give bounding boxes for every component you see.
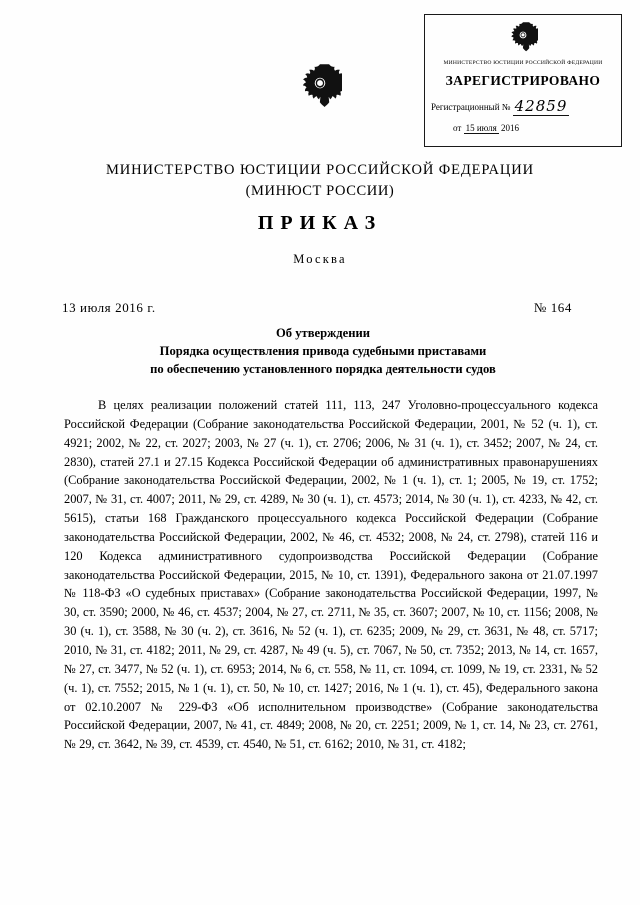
document-type-title: ПРИКАЗ bbox=[257, 212, 383, 234]
stamp-date-day: 15 июля bbox=[465, 123, 497, 133]
subject-line-3: по обеспечению установленного порядка деятельности судов bbox=[150, 361, 496, 376]
subject-line-1: Об утверждении bbox=[276, 326, 370, 340]
stamp-organization: МИНИСТЕРСТВО ЮСТИЦИИ РОССИЙСКОЙ ФЕДЕРАЦИИ bbox=[443, 60, 603, 66]
stamp-date-label: от bbox=[453, 123, 462, 133]
stamp-date-year: 16 bbox=[510, 123, 520, 133]
ministry-heading bbox=[0, 160, 640, 202]
stamp-registration-label: Регистрационный № bbox=[431, 102, 511, 112]
stamp-date-row bbox=[431, 123, 615, 134]
stamp-date-year-prefix: 20 bbox=[501, 123, 511, 133]
document-subject bbox=[46, 325, 600, 379]
document-number: № 164 bbox=[533, 300, 572, 315]
ministry-short-name: (МИНЮСТ РОССИИ) bbox=[245, 183, 395, 200]
document-date: 13 июля 2016 г. bbox=[62, 300, 156, 315]
ministry-name: МИНИСТЕРСТВО ЮСТИЦИИ РОССИЙСКОЙ ФЕДЕРАЦИИ bbox=[106, 162, 534, 178]
document-meta-line bbox=[62, 300, 602, 316]
stamp-coat-of-arms-icon bbox=[431, 20, 615, 58]
coat-of-arms-icon bbox=[0, 60, 640, 117]
stamp-registration-number: 42859 bbox=[514, 97, 568, 115]
body-paragraph-1: В целях реализации положений статей 111, 113, 247 Уголовно-процессуального кодекса Российской Федерации (Собрание законодательства Российской Федерации, 2001, № 52 (ч. 1), ст. 4921; 2002, № 22, ст. 2027; 2003, № 27 (ч. 1), ст. 2706; 2006, № 31 (ч. 1), ст. 3452; 2007, № 24, ст. 2830), статей 27.1 и 27.15 Кодекса Российской Федерации об административных правонарушениях (Собрание законодательства Российской Федерации, 2002, № 1 (ч. 1), ст. 1; 2005, № 19, ст. 1752; 2007, № 31, ст. 4007; 2011, № 29, ст. 4289, № 30 (ч. 1), ст. 4573; 2014, № 30 (ч. 1), ст. 4233, № 42, ст. 5615), статьи 168 Гражданского процессуального кодекса Российской Федерации (Собрание законодательства Российской Федерации, 2002, № 46, ст. 4532; 2008, № 24, ст. 2798), статей 116 и 120 Кодекса административного судопроизводства Российской Федерации (Собрание законодательства Российской Федерации, 2015, № 10, ст. 1391), Федерального закона от 21.07.1997 № 118-ФЗ «О судебных приставах» (Собрание законодательства Российской Федерации, 1997, № 30, ст. 3590; 2000, № 46, ст. 4537; 2004, № 27, ст. 2711, № 35, ст. 3607; 2007, № 10, ст. 1156; 2008, № 30 (ч. 1), ст. 3588, № 30 (ч. 2), ст. 3616, № 52 (ч. 1), ст. 6235; 2009, № 29, ст. 3631, № 48, ст. 5717; 2010, № 31, ст. 4182; 2011, № 29, ст. 4287, № 49 (ч. 5), ст. 7067, № 50, ст. 7352; 2013, № 14, ст. 1657, № 27, ст. 3477, № 52 (ч. 1), ст. 6953; 2014, № 6, ст. 558, № 11, ст. 1094, ст. 1099, № 19, ст. 2331, № 52 (ч. 1), ст. 7552; 2015, № 1 (ч. 1), ст. 50, № 10, ст. 1427; 2016, № 1 (ч. 1), ст. 45), Федерального закона от 02.10.2007 № 229-ФЗ «Об исполнительном производстве» (Собрание законодательства Российской Федерации, 2007, № 41, ст. 4849; 2008, № 20, ст. 2251; 2009, № 1, ст. 14, № 23, ст. 2761, № 29, ст. 3642, № 39, ст. 4539, ст. 4540, № 51, ст. 6162; 2010, № 31, ст. 4182; bbox=[64, 398, 598, 752]
stamp-title: ЗАРЕГИСТРИРОВАНО bbox=[445, 73, 601, 88]
city-label: Москва bbox=[293, 252, 347, 266]
document-body bbox=[64, 396, 598, 754]
subject-line-2: Порядка осуществления привода судебными приставами bbox=[159, 343, 487, 358]
